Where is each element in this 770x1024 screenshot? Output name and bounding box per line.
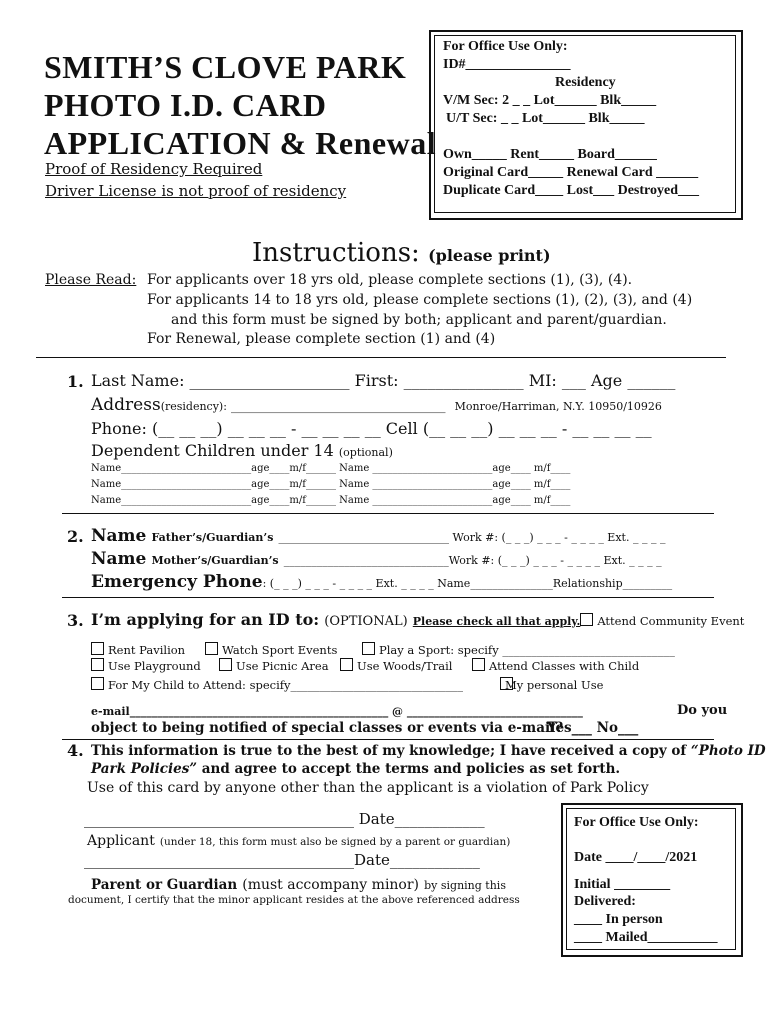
option-attend-community-event: Attend Community Event: [597, 614, 745, 628]
section-3-heading-row: [91, 610, 744, 629]
option-woods-row[interactable]: [340, 658, 452, 673]
option-child-attend-row[interactable]: [91, 677, 463, 692]
office-top-vm-sec: V/M Sec: 2 _ _ Lot______ Blk_____: [443, 93, 657, 108]
office-top-residency: Residency: [555, 75, 616, 90]
option-rent-pavilion: Rent Pavilion: [108, 643, 186, 657]
address-note: (residency):: [160, 400, 227, 413]
option-play-sport-row[interactable]: [362, 642, 675, 657]
office-bottom-initial: Initial ________: [574, 877, 671, 892]
option-watch-sport-row[interactable]: [205, 642, 337, 657]
checkbox-picnic[interactable]: [219, 658, 232, 671]
mother-row[interactable]: [91, 549, 662, 569]
do-you-label: Do you: [677, 703, 728, 718]
parent-label: Parent or Guardian: [91, 877, 238, 893]
agreement-line-3: Use of this card by anyone other than the applicant is a violation of Park Policy: [87, 780, 649, 796]
email-notify-yes-no[interactable]: Yes___ No___: [547, 720, 639, 736]
option-rent-pavilion-row[interactable]: [91, 642, 185, 657]
office-top-duplicate: Duplicate Card____ Lost___ Destroyed___: [443, 183, 700, 198]
office-top-id: ID#_______________: [443, 57, 571, 72]
driver-license-note: Driver License is not proof of residency: [45, 182, 347, 200]
section-1-name-line[interactable]: Last Name: ____________________ First: _______________ MI: ___ Age ______: [91, 371, 676, 390]
mother-fields[interactable]: ______________________________Work #: (_ _ _) _ _ _ - _ _ _ _ Ext. _ _ _ _: [283, 554, 662, 567]
proof-of-residency-note: Proof of Residency Required: [45, 160, 263, 178]
section-4-number: 4.: [67, 741, 84, 760]
option-classes-row[interactable]: [472, 658, 639, 673]
instruction-line-2: For applicants 14 to 18 yrs old, please complete sections (1), (2), (3), and (4): [147, 292, 693, 308]
option-personal-use-row[interactable]: [500, 677, 603, 692]
address-row[interactable]: [91, 395, 662, 415]
parent-note-2: by signing this: [424, 879, 506, 892]
divider-2: [62, 513, 714, 514]
agreement-line-1: [91, 743, 766, 759]
applicant-note: (under 18, this form must also be signed by a parent or guardian): [159, 836, 511, 848]
dependents-label: Dependent Children under 14: [91, 441, 334, 460]
option-picnic-row[interactable]: [219, 658, 329, 673]
divider-1: [36, 357, 726, 358]
option-watch-sport: Watch Sport Events: [222, 643, 338, 657]
office-top-card-type: Original Card_____ Renewal Card ______: [443, 165, 699, 180]
option-woods: Use Woods/Trail: [357, 659, 453, 673]
agreement-text-1: This information is true to the best of my knowledge; I have received a copy of: [91, 743, 687, 759]
instruction-line-3: and this form must be signed by both; applicant and parent/guardian.: [171, 312, 667, 328]
option-playground: Use Playground: [108, 659, 201, 673]
father-note: Father’s/Guardian’s: [151, 531, 274, 544]
checkbox-play-sport[interactable]: [362, 642, 375, 655]
checkbox-woods[interactable]: [340, 658, 353, 671]
instruction-line-1: For applicants over 18 yrs old, please complete sections (1), (3), (4).: [147, 272, 633, 288]
applicant-label-row: [87, 830, 510, 849]
optional-label: (OPTIONAL): [324, 614, 408, 629]
father-name-label: Name: [91, 526, 147, 546]
divider-3: [62, 597, 714, 598]
instructions-heading: [252, 238, 551, 268]
office-bottom-in-person: ____ In person: [574, 912, 663, 927]
option-picnic: Use Picnic Area: [236, 659, 329, 673]
agreement-policy-title-2: Park Policies”: [91, 761, 198, 777]
title-line-2: PHOTO I.D. CARD: [44, 87, 327, 123]
email-notify-question: object to being notified of special classes or events via e-mail?: [91, 720, 564, 736]
office-top-heading: For Office Use Only:: [443, 39, 568, 54]
title-line-1: SMITH’S CLOVE PARK: [44, 49, 407, 85]
email-field[interactable]: e-mail_______________________________________________ @ ________________________________: [91, 705, 583, 718]
applicant-label: Applicant: [87, 833, 155, 849]
instructions-note: (please print): [428, 246, 551, 265]
mother-name-label: Name: [91, 549, 147, 569]
mother-note: Mother’s/Guardian’s: [151, 554, 279, 567]
emergency-fields[interactable]: : (_ _ _) _ _ _ - _ _ _ _ Ext. _ _ _ _ Name_______________Relationship_________: [262, 577, 673, 590]
parent-note: (must accompany minor): [242, 877, 420, 893]
emergency-row[interactable]: [91, 572, 672, 592]
father-fields[interactable]: _______________________________ Work #: (_ _ _) _ _ _ - _ _ _ _ Ext. _ _ _ _: [278, 531, 666, 544]
office-bottom-delivered: Delivered:: [574, 894, 636, 909]
parent-signature-line[interactable]: ____________________________________Date____________: [84, 851, 480, 869]
parent-certify-text: document, I certify that the minor applicant resides at the above referenced address: [68, 894, 520, 906]
checkbox-attend-community-event[interactable]: [580, 613, 593, 626]
parent-label-row: [91, 874, 506, 893]
phone-line[interactable]: Phone: (__ __ __) __ __ __ - __ __ __ __ Cell (__ __ __) __ __ __ - __ __ __ __: [91, 419, 652, 438]
child-row-1[interactable]: Name__________________________age____m/f______ Name ________________________age____ m/f____: [91, 463, 571, 474]
section-1-number: 1.: [67, 372, 84, 391]
divider-4: [62, 739, 714, 740]
agreement-text-2: and agree to accept the terms and policies as set forth.: [197, 761, 621, 777]
address-field[interactable]: _________________________________: [226, 399, 446, 414]
option-play-sport: Play a Sport: specify ______________________________: [379, 643, 675, 657]
office-top-own-rent: Own_____ Rent_____ Board______: [443, 147, 657, 162]
dependents-row: [91, 441, 393, 460]
section-2-number: 2.: [67, 527, 84, 546]
emergency-label: Emergency Phone: [91, 572, 263, 592]
checkbox-child-attend[interactable]: [91, 677, 104, 690]
applicant-signature-line[interactable]: ____________________________________ Date____________: [84, 810, 485, 828]
title-line-3: APPLICATION & Renewal: [44, 125, 437, 161]
checkbox-rent-pavilion[interactable]: [91, 642, 104, 655]
check-all-label: Please check all that apply.: [412, 615, 581, 628]
address-city: Monroe/Harriman, N.Y. 10950/10926: [454, 400, 662, 413]
checkbox-playground[interactable]: [91, 658, 104, 671]
agreement-line-2: [91, 761, 620, 777]
section-3-number: 3.: [67, 611, 84, 630]
office-top-ut-sec: U/T Sec: _ _ Lot______ Blk_____: [446, 111, 645, 126]
checkbox-watch-sport[interactable]: [205, 642, 218, 655]
child-row-2[interactable]: Name__________________________age____m/f______ Name ________________________age____ m/f____: [91, 479, 571, 490]
office-bottom-mailed: ____ Mailed__________: [574, 930, 718, 945]
checkbox-classes[interactable]: [472, 658, 485, 671]
agreement-policy-title-1: “Photo ID: [690, 743, 766, 759]
option-personal-use: My personal Use: [505, 678, 604, 692]
office-bottom-date: Date ____/____/2021: [574, 850, 698, 865]
instruction-line-4: For Renewal, please complete section (1) and (4): [147, 331, 496, 347]
child-row-3[interactable]: Name__________________________age____m/f______ Name ________________________age____ m/f____: [91, 495, 571, 506]
office-bottom-heading: For Office Use Only:: [574, 815, 699, 830]
address-label: Address: [91, 395, 161, 415]
option-classes: Attend Classes with Child: [489, 659, 640, 673]
father-row[interactable]: [91, 526, 665, 546]
dependents-note: (optional): [338, 446, 393, 459]
option-playground-row[interactable]: [91, 658, 201, 673]
section-3-heading: I’m applying for an ID to:: [91, 610, 320, 629]
option-child-attend: For My Child to Attend: specify______________________________: [108, 678, 464, 692]
please-read-label: Please Read:: [45, 272, 137, 288]
instructions-title: Instructions:: [252, 238, 420, 268]
